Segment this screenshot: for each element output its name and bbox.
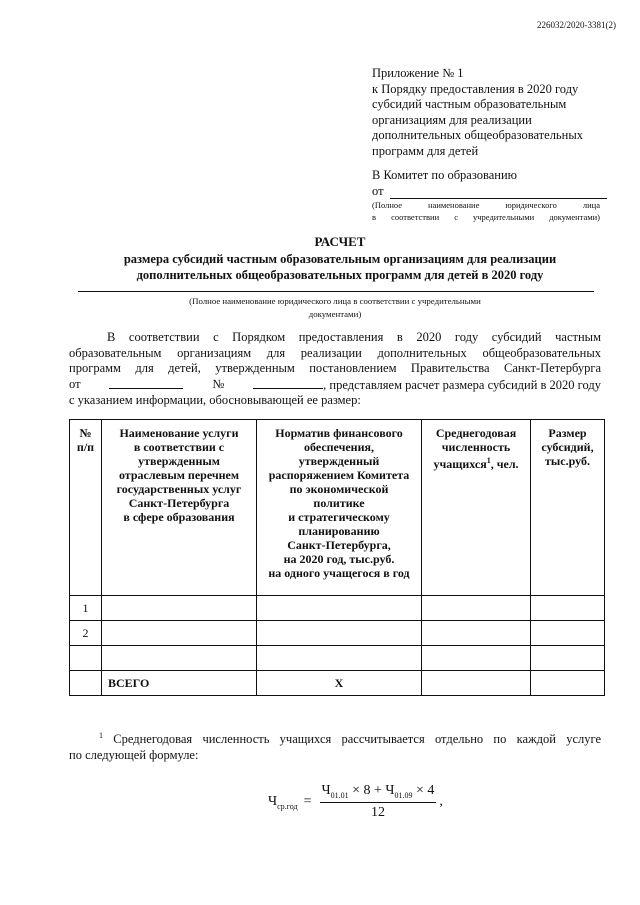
para-line: образовательным организациям для реализации дополнительных общеобразовательных bbox=[69, 345, 601, 360]
decree-date-field[interactable] bbox=[109, 377, 183, 389]
cell-subsidy[interactable] bbox=[531, 596, 605, 621]
decree-number-label: № bbox=[212, 376, 225, 391]
calculation-table bbox=[69, 419, 605, 696]
cell-norm[interactable] bbox=[257, 596, 422, 621]
cell-service-name[interactable] bbox=[102, 596, 257, 621]
row-number: 2 bbox=[70, 621, 102, 646]
footnote-mark: 1 bbox=[99, 731, 103, 740]
para-line: В соответствии с Порядком предоставления в 2020 году субсидий частным bbox=[107, 330, 601, 344]
formula-denominator: 12 bbox=[370, 804, 385, 820]
org-note-line: документами) bbox=[308, 309, 362, 319]
col-header-norm: Норматив финансового обеспечения, утвержденный распоряжением Комитета по экономической политике и стратегическому планированию Санкт-Петербурга, на 2020 год, тыс.руб. на одного учащегося в год bbox=[257, 420, 422, 596]
table-total-row bbox=[70, 671, 605, 696]
annex-line: субсидий частным образовательным bbox=[372, 97, 567, 111]
formula-trailing: , bbox=[439, 793, 443, 809]
decree-number-field[interactable] bbox=[253, 377, 323, 389]
annex-block bbox=[372, 66, 612, 159]
footnote-line: Среднегодовая численность учащихся рассчитывается отдельно по каждой услуге bbox=[113, 732, 602, 747]
footnote bbox=[69, 728, 601, 763]
table-row bbox=[70, 621, 605, 646]
org-name-note bbox=[130, 295, 540, 321]
annex-line: программ для детей bbox=[372, 143, 479, 158]
addressee-from-label: от bbox=[372, 183, 384, 198]
addressee-note-line: в соответствии с учредительными документами) bbox=[372, 212, 600, 222]
col-header-students: Среднегодовая численность учащихся$^1$, чел. bbox=[422, 420, 531, 596]
table-row bbox=[70, 596, 605, 621]
formula-lhs: $Ч_{ср.год}$ bbox=[268, 793, 298, 811]
document-subtitle bbox=[100, 251, 580, 283]
document-title: РАСЧЕТ bbox=[314, 234, 366, 249]
para-line: с указанием информации, обосновывающей ее размер: bbox=[69, 393, 361, 407]
total-number-cell bbox=[70, 671, 102, 696]
subtitle-line: дополнительных общеобразовательных программ для детей в 2020 году bbox=[136, 268, 544, 282]
formula-numerator: $Ч_{01.01} \times 8 + Ч_{01.09} \times 4$ bbox=[320, 783, 437, 803]
para-line: программ для детей, утвержденным постановлением Правительства Санкт-Петербурга bbox=[69, 361, 601, 375]
addressee-block bbox=[372, 168, 607, 223]
document-number: 226032/2020-3381(2) bbox=[537, 20, 616, 30]
total-label: ВСЕГО bbox=[102, 671, 257, 696]
col-header-subsidy: Размер субсидий, тыс.руб. bbox=[531, 420, 605, 596]
total-norm-x: Х bbox=[257, 671, 422, 696]
annex-line: к Порядку предоставления в 2020 году bbox=[372, 81, 579, 96]
addressee-to: В Комитет по образованию bbox=[372, 168, 517, 182]
addressee-note bbox=[372, 199, 600, 223]
col-header-service-name: Наименование услуги в соответствии с утвержденным отраслевым перечнем государственных услуг Санкт-Петербурга в сфере образования bbox=[102, 420, 257, 596]
org-name-field[interactable] bbox=[78, 291, 594, 292]
row-number: 1 bbox=[70, 596, 102, 621]
subtitle-line: размера субсидий частным образовательным организациям для реализации bbox=[123, 252, 557, 266]
footnote-ref: 1 bbox=[486, 456, 491, 465]
addressee-from-field[interactable] bbox=[390, 186, 607, 199]
addressee-note-line: (Полное наименование юридического лица bbox=[372, 200, 600, 210]
addressee-from-row bbox=[372, 184, 607, 200]
total-subsidy[interactable] bbox=[531, 671, 605, 696]
cell-students[interactable] bbox=[422, 621, 531, 646]
annex-line: организациям для реализации bbox=[372, 112, 532, 127]
footnote-line: по следующей формуле: bbox=[69, 747, 199, 762]
annex-line: дополнительных общеобразовательных bbox=[372, 128, 583, 142]
cell-norm[interactable] bbox=[257, 646, 422, 671]
cell-service-name[interactable] bbox=[102, 621, 257, 646]
cell-students[interactable] bbox=[422, 596, 531, 621]
total-students[interactable] bbox=[422, 671, 531, 696]
cell-norm[interactable] bbox=[257, 621, 422, 646]
cell-subsidy[interactable] bbox=[531, 646, 605, 671]
table-row bbox=[70, 646, 605, 671]
row-number bbox=[70, 646, 102, 671]
cell-service-name[interactable] bbox=[102, 646, 257, 671]
decree-date-label: от bbox=[69, 376, 81, 391]
annex-title: Приложение № 1 bbox=[372, 66, 464, 80]
formula-fraction bbox=[320, 783, 437, 821]
para-line-4-tail: , представляем расчет размера субсидий в 2020 году bbox=[323, 377, 601, 392]
formula-equals: = bbox=[303, 793, 312, 809]
cell-subsidy[interactable] bbox=[531, 621, 605, 646]
org-note-line: (Полное наименование юридического лица в соответствии с учредительными bbox=[189, 296, 481, 306]
intro-paragraph bbox=[69, 330, 601, 409]
cell-students[interactable] bbox=[422, 646, 531, 671]
para-line-4 bbox=[69, 377, 601, 394]
col-header-number: № п/п bbox=[70, 420, 102, 596]
table-header-row bbox=[70, 420, 605, 596]
average-formula bbox=[268, 783, 443, 821]
